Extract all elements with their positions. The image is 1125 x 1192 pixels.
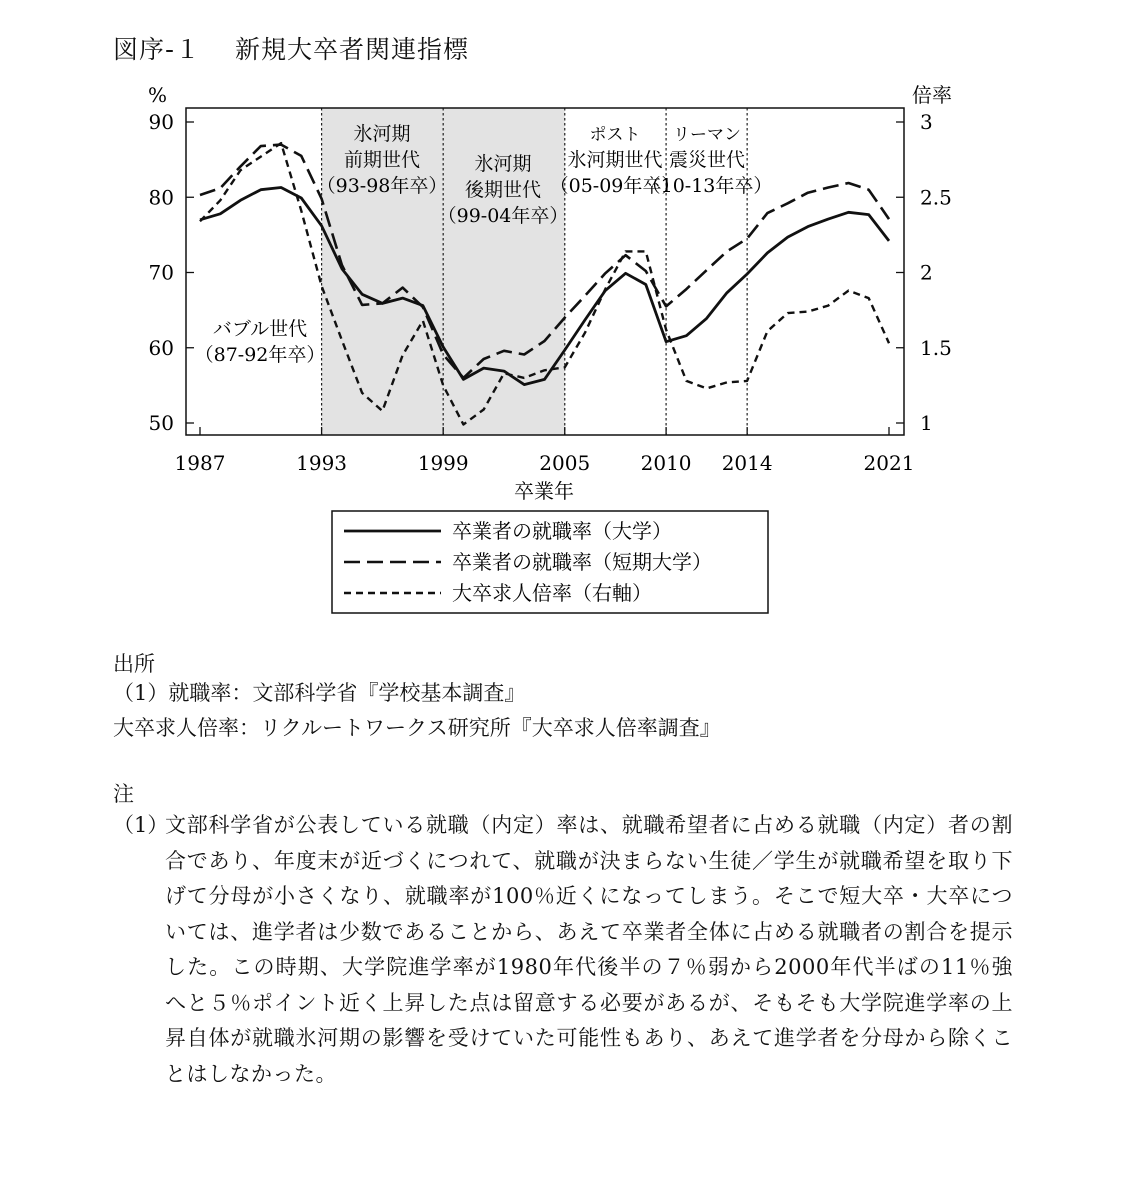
left-tick-label: 70 <box>148 260 174 285</box>
right-axis-unit: 倍率 <box>912 83 952 107</box>
right-tick-label: 1.5 <box>920 335 952 360</box>
era-label-line: （87-92年卒） <box>194 344 326 366</box>
note-block <box>113 808 1013 1092</box>
era-label-line: リーマン <box>673 125 741 145</box>
source-heading: 出所 <box>113 652 155 676</box>
left-tick-label: 50 <box>148 411 174 435</box>
x-axis-label: 卒業年 <box>514 479 574 503</box>
era-label-line: 氷河期 <box>353 123 411 145</box>
era-label-line: ポスト <box>589 125 641 145</box>
x-tick-label: 2021 <box>863 451 915 475</box>
right-tick-label: 2 <box>920 260 933 285</box>
right-tick-label: 1 <box>920 411 933 435</box>
era-label-line: （99-04年卒） <box>437 205 569 227</box>
right-tick-label: 3 <box>920 110 933 134</box>
era-label-line: 後期世代 <box>464 179 542 201</box>
figure-number: 図序-１ <box>113 35 202 64</box>
legend-label-2: 大卒求人倍率（右軸） <box>452 581 652 605</box>
era-label-line: （93-98年卒） <box>316 175 448 197</box>
era-label-line: 氷河期世代 <box>567 149 663 171</box>
legend <box>332 511 768 613</box>
left-tick-label: 90 <box>148 110 174 134</box>
source-line-2: 大卒求人倍率：リクルートワークス研究所『大卒求人倍率調査』 <box>113 716 721 740</box>
left-axis-unit: % <box>148 83 168 107</box>
x-tick-label: 1999 <box>417 451 469 475</box>
legend-label-0: 卒業者の就職率（大学） <box>452 519 672 543</box>
x-tick-label: 2010 <box>640 451 692 475</box>
era-label-line: （05-09年卒） <box>549 175 681 197</box>
note-text: 文部科学省が公表している就職（内定）率は、就職希望者に占める就職（内定）者の割合であり、年度末が近づくにつれて、就職が決まらない生徒／学生が就職希望を取り下げて分母が小さくなり、就職率が100％近くになってしまう。そこで短大卒・大卒については、進学者は少数であることから、あえて卒業者全体に占める就職者の割合を提示した。この時期、大学院進学率が1980年代後半の７％弱から2000年代半ばの11％強へと５％ポイント近く上昇した点は留意する必要があるが、そもそも大学院進学率の上昇自体が就職氷河期の影響を受けていた可能性もあり、あえて進学者を分母から除くことはしなかった。 <box>165 813 1014 1086</box>
era-label-line: （10-13年卒） <box>641 175 773 197</box>
x-tick-label: 1987 <box>174 451 226 475</box>
era-label-line: 震災世代 <box>668 149 746 171</box>
x-tick-label: 2014 <box>721 451 773 475</box>
source-line-1: （1）就職率：文部科学省『学校基本調査』 <box>113 681 526 705</box>
right-tick-label: 2.5 <box>920 185 952 210</box>
note-marker: （1） <box>113 813 169 837</box>
era-label-line: 前期世代 <box>343 149 421 171</box>
x-tick-label: 1993 <box>296 451 348 475</box>
era-label-line: 氷河期 <box>474 153 532 175</box>
left-tick-label: 80 <box>148 185 174 210</box>
figure-title-text: 新規大卒者関連指標 <box>235 35 470 64</box>
x-tick-label: 2005 <box>539 451 591 475</box>
note-heading: 注 <box>113 782 134 806</box>
legend-label-1: 卒業者の就職率（短期大学） <box>452 550 712 574</box>
era-label-line: バブル世代 <box>212 318 308 340</box>
era-label-0 <box>195 318 326 366</box>
left-tick-label: 60 <box>148 335 174 360</box>
